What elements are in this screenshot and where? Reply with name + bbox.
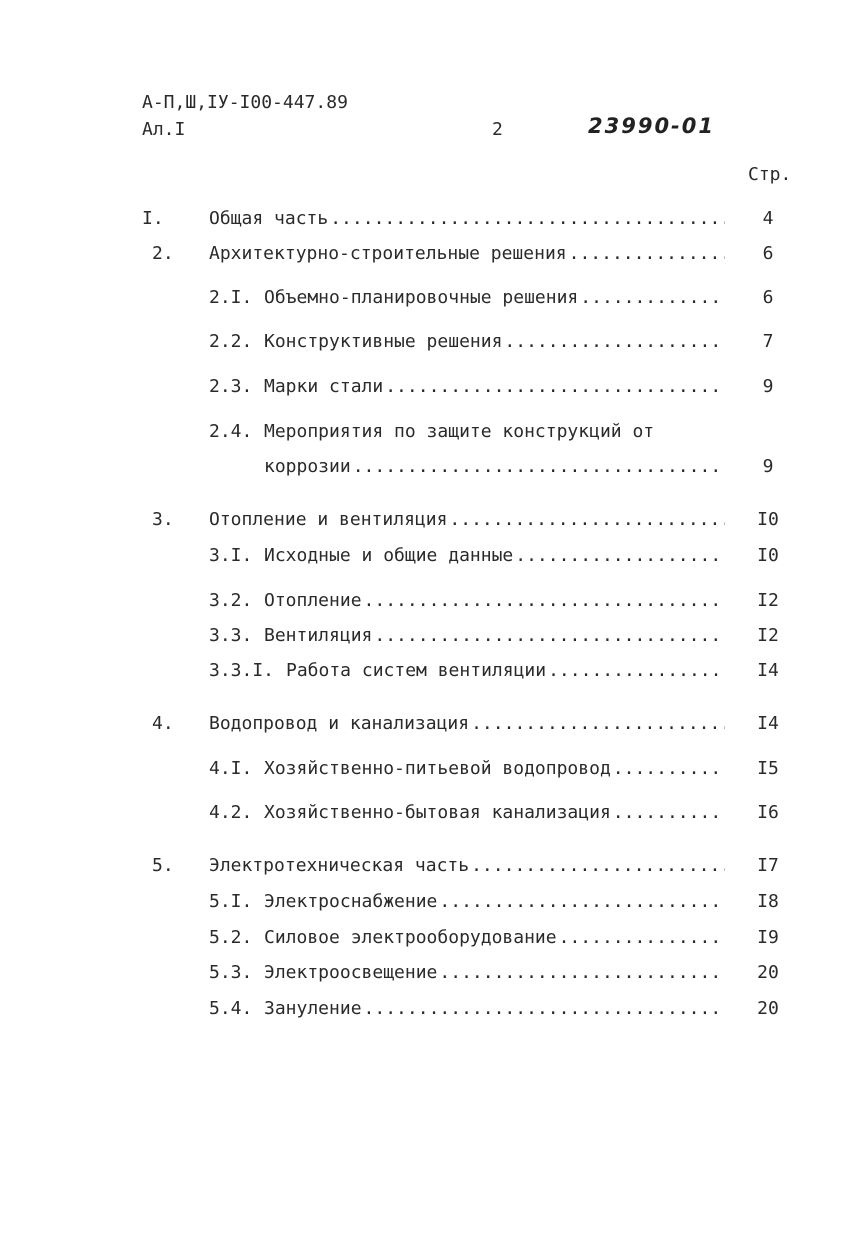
toc-entry-number: I. <box>142 208 164 229</box>
toc-entry-number: 5. <box>152 855 174 876</box>
toc-entry <box>0 891 866 917</box>
leader-dots <box>504 331 725 352</box>
leader-dots <box>439 962 725 983</box>
toc-entry-page: 4 <box>762 208 774 229</box>
toc-entry <box>0 509 866 535</box>
toc-entry-title: Электротехническая часть <box>209 855 470 876</box>
toc-entry-title: Зануление <box>264 998 362 1019</box>
toc-entry <box>0 243 866 269</box>
toc-entry-number: 5.3. <box>209 962 253 983</box>
toc-entry-title: Силовое электрооборудование <box>264 927 557 948</box>
toc-entry-number: 2.2. <box>209 331 253 352</box>
toc-entry-page: I0 <box>757 509 779 530</box>
toc-entry-page: I8 <box>757 891 779 912</box>
toc-entry-page: I7 <box>757 855 779 876</box>
toc-entry-page: 9 <box>762 456 774 477</box>
toc-entry-continuation <box>0 456 866 482</box>
toc-entry <box>0 713 866 739</box>
toc-entry-number: 2.3. <box>209 376 253 397</box>
toc-entry-number: 3.2. <box>209 590 253 611</box>
toc-entry-number: 3.3.I. <box>209 660 275 681</box>
toc-entry <box>0 376 866 402</box>
toc-entry-page: 9 <box>762 376 774 397</box>
toc-entry-number: 3.I. <box>209 545 253 566</box>
toc-entry-page: I9 <box>757 927 779 948</box>
toc-entry-number: 5.I. <box>209 891 253 912</box>
toc-entry-title: Электроосвещение <box>264 962 438 983</box>
toc-entry-title: Мероприятия по защите конструкций от <box>264 421 655 442</box>
leader-dots <box>330 208 725 229</box>
toc-entry-number: 2.I. <box>209 287 253 308</box>
leader-dots <box>580 287 725 308</box>
toc-entry-title: Объемно-планировочные решения <box>264 287 579 308</box>
toc-entry-title: Электроснабжение <box>264 891 438 912</box>
toc-entry-title: Конструктивные решения <box>264 331 503 352</box>
toc-entry-page: I6 <box>757 802 779 823</box>
toc-entry <box>0 927 866 953</box>
leader-dots <box>471 855 725 876</box>
toc-entry-number: 2.4. <box>209 421 253 442</box>
toc-entry <box>0 625 866 651</box>
leader-dots <box>471 713 725 734</box>
leader-dots <box>515 545 725 566</box>
page-column-header: Стр. <box>748 164 792 185</box>
leader-dots <box>364 590 725 611</box>
leader-dots <box>613 758 725 779</box>
toc-entry-page: I0 <box>757 545 779 566</box>
toc-entry-number: 5.2. <box>209 927 253 948</box>
toc-entry-page: I5 <box>757 758 779 779</box>
toc-entry-page: 6 <box>762 243 774 264</box>
toc-entry-title: Водопровод и канализация <box>209 713 470 734</box>
leader-dots <box>569 243 725 264</box>
sheet-label: Ал.I <box>142 119 186 140</box>
toc-entry-number: 3.3. <box>209 625 253 646</box>
toc-entry-title: Общая часть <box>209 208 329 229</box>
toc-entry <box>0 287 866 313</box>
toc-entry-number: 4.I. <box>209 758 253 779</box>
toc-entry-page: 6 <box>762 287 774 308</box>
leader-dots <box>613 802 725 823</box>
toc-entry-page: 20 <box>757 998 779 1019</box>
toc-entry-title: Вентиляция <box>264 625 373 646</box>
toc-entry <box>0 802 866 828</box>
toc-entry-title: Исходные и общие данные <box>264 545 514 566</box>
toc-entry-number: 4. <box>152 713 174 734</box>
leader-dots <box>353 456 725 477</box>
toc-entry <box>0 962 866 988</box>
leader-dots <box>449 509 725 530</box>
toc-entry-number: 4.2. <box>209 802 253 823</box>
toc-entry-number: 3. <box>152 509 174 530</box>
page-number: 2 <box>492 119 503 140</box>
leader-dots <box>385 376 725 397</box>
toc-entry-page: 20 <box>757 962 779 983</box>
toc-entry-page: I4 <box>757 660 779 681</box>
toc-entry-title: Работа систем вентиляции <box>286 660 547 681</box>
leader-dots <box>548 660 725 681</box>
leader-dots <box>559 927 725 948</box>
toc-entry <box>0 855 866 881</box>
toc-entry <box>0 545 866 571</box>
toc-entry-title: Хозяйственно-питьевой водопровод <box>264 758 611 779</box>
toc-entry-title: Хозяйственно-бытовая канализация <box>264 802 611 823</box>
toc-entry <box>0 421 866 447</box>
toc-entry-title: Отопление и вентиляция <box>209 509 448 530</box>
toc-entry <box>0 208 866 234</box>
leader-dots <box>374 625 725 646</box>
toc-entry <box>0 998 866 1024</box>
toc-entry-title: Отопление <box>264 590 362 611</box>
toc-entry <box>0 758 866 784</box>
toc-entry <box>0 331 866 357</box>
toc-entry-page: I2 <box>757 625 779 646</box>
toc-entry-title: Марки стали <box>264 376 384 397</box>
toc-entry-page: I4 <box>757 713 779 734</box>
document-code: А-П,Ш,IУ-I00-447.89 <box>142 92 348 113</box>
toc-entry-number: 5.4. <box>209 998 253 1019</box>
toc-entry-page: 7 <box>762 331 774 352</box>
toc-entry-title-cont: коррозии <box>264 456 351 477</box>
toc-entry-page: I2 <box>757 590 779 611</box>
toc-entry <box>0 660 866 686</box>
toc-entry-title: Архитектурно-строительные решения <box>209 243 567 264</box>
leader-dots <box>364 998 725 1019</box>
toc-entry <box>0 590 866 616</box>
leader-dots <box>439 891 725 912</box>
handwritten-number: 23990-01 <box>588 114 715 138</box>
toc-entry-number: 2. <box>152 243 174 264</box>
